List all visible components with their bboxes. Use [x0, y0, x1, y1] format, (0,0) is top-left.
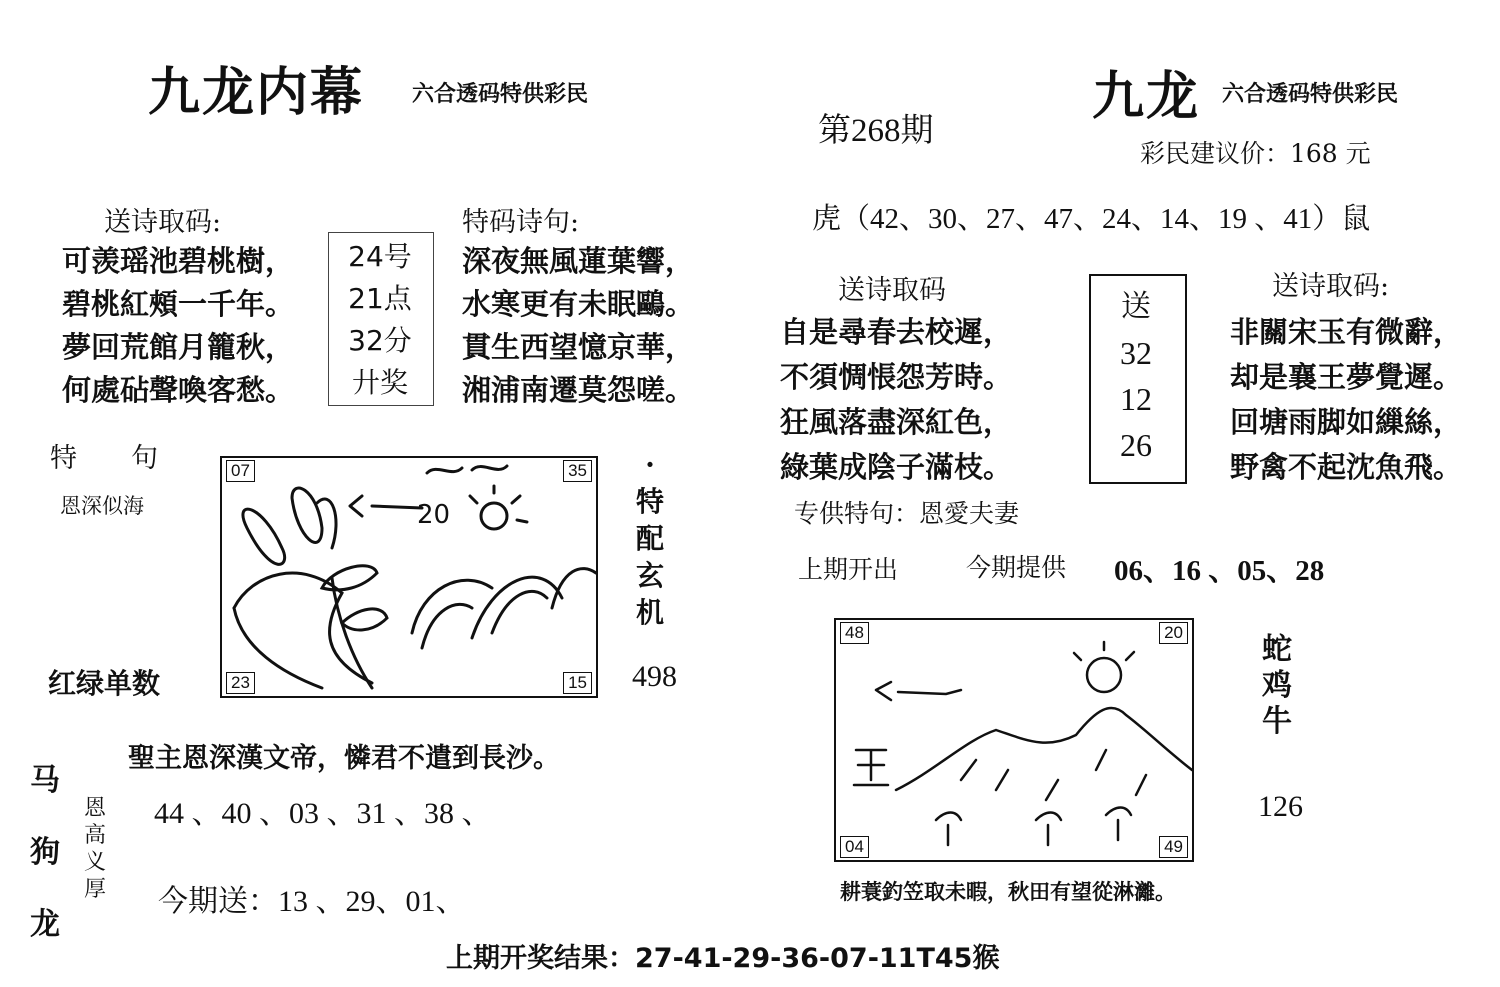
issue-number: 第268期 [818, 113, 934, 149]
small-char: 义 [84, 850, 107, 875]
tiger-rat-line: 虎（42、30、27、47、24、14、19 、41）鼠 [812, 203, 1371, 235]
hint-box-text [330, 236, 430, 404]
left-title: 九龙内幕 [148, 62, 365, 123]
corner-br: 49 [1159, 836, 1188, 858]
zodiac-char: 蛇 [1262, 632, 1292, 667]
poem-line: 可羡瑶池碧桃樹， [62, 244, 295, 278]
corner-tl: 48 [840, 622, 869, 644]
right-poem1-heading: 送诗取码 [838, 275, 946, 306]
hint-line: 廾奖 [351, 366, 408, 399]
left-poem-line: 聖主恩深漢文帝，憐君不遣到長沙。 [128, 743, 560, 774]
last-result: 上期开奖结果：27-41-29-36-07-11T45猴 [446, 943, 1000, 974]
last-issue-label: 上期开出 [798, 555, 899, 584]
vertical-char: 特 [636, 485, 665, 518]
poem-line: 何處砧聲喚客愁。 [62, 373, 295, 407]
zodiac-char: 鸡 [1262, 668, 1292, 703]
number-498: 498 [632, 660, 677, 693]
left-picture-frame [220, 456, 598, 698]
poem-line: 湘浦南遷莫怨嗟。 [462, 373, 695, 407]
special-vertical [636, 446, 664, 631]
send-box-text [1091, 284, 1181, 468]
right-picture-frame [834, 618, 1194, 862]
poem-line: 却是襄王夢覺遲。 [1230, 360, 1463, 394]
corner-tl: 07 [226, 460, 255, 482]
vertical-char: 机 [636, 596, 665, 629]
zodiac-char: 牛 [1262, 704, 1292, 739]
number-126: 126 [1258, 790, 1303, 823]
right-zodiac-vertical [1262, 632, 1292, 740]
small-char: 厚 [84, 877, 107, 902]
poem-line: 夢回荒館月籠秋， [62, 330, 295, 364]
red-green-label: 红绿单数 [48, 667, 161, 700]
hint-line: 21点 [348, 282, 412, 315]
corner-tr: 20 [1159, 622, 1188, 644]
small-char: 高 [84, 823, 107, 848]
right-special-phrase: 专供特句：恩愛夫妻 [794, 499, 1020, 528]
poem-line: 綠葉成陰子滿枝。 [780, 450, 1013, 484]
right-title: 九龙 [1092, 66, 1201, 127]
price: 彩民建议价：168 元 [1140, 139, 1371, 168]
left-zodiac-vertical [30, 745, 60, 961]
zodiac-char: 龙 [30, 907, 60, 942]
right-poem1 [780, 310, 1012, 490]
right-bottom-poem: 耕蓑釣笠取未暇，秋田有望從淋灕。 [840, 879, 1176, 904]
zodiac-char: 狗 [30, 835, 60, 870]
send-number: 26 [1120, 427, 1152, 463]
vertical-char: 配 [636, 522, 665, 555]
left-poem2 [462, 240, 694, 412]
hint-line: 32分 [348, 324, 412, 357]
right-subtitle: 六合透码特供彩民 [1222, 81, 1399, 107]
zodiac-char: 马 [30, 763, 60, 798]
corner-bl: 04 [840, 836, 869, 858]
poem-line: 回塘雨脚如繅絲， [1230, 405, 1463, 439]
vertical-char: 玄 [636, 559, 665, 592]
poem-line: 自是尋春去校遲， [780, 315, 1013, 349]
small-vertical [84, 795, 106, 903]
left-subtitle: 六合透码特供彩民 [412, 81, 589, 107]
corner-br: 15 [563, 672, 592, 694]
poem-line: 狂風落盡深紅色， [780, 405, 1013, 439]
special-label: 特 句 [50, 443, 158, 474]
send-number: 32 [1120, 335, 1152, 371]
provide-numbers: 06、16 、05、28 [1114, 555, 1325, 587]
poem-line: 水寒更有未眠鷗。 [462, 287, 695, 321]
poem-line: 野禽不起沈魚飛。 [1230, 450, 1463, 484]
left-today-send: 今期送：13 、29、01、 [158, 885, 466, 918]
left-poem1 [62, 240, 294, 412]
poem-line: 貫生西望憶京華， [462, 330, 695, 364]
poem-line: 非關宋玉有微辭， [1230, 315, 1463, 349]
hand-drawn-illustration [222, 458, 596, 696]
special-phrase: 恩深似海 [60, 494, 144, 518]
poem-line: 深夜無風蓮葉響， [462, 244, 695, 278]
left-poem1-heading: 送诗取码: [104, 207, 222, 238]
right-poem2 [1230, 310, 1462, 490]
small-char: 恩 [84, 796, 107, 821]
hand-drawn-landscape [836, 620, 1192, 860]
poem-line: 不須惆悵怨芳時。 [780, 360, 1013, 394]
vertical-char: · [645, 448, 655, 481]
left-poem2-heading: 特码诗句: [462, 207, 580, 238]
send-label: 送 [1121, 289, 1151, 324]
poem-line: 碧桃紅頰一千年。 [62, 287, 295, 321]
hint-line: 24号 [348, 240, 412, 273]
send-number: 12 [1120, 381, 1152, 417]
right-poem2-heading: 送诗取码: [1272, 271, 1390, 302]
corner-bl: 23 [226, 672, 255, 694]
sketch-number: 20 [417, 500, 451, 530]
left-numbers-row: 44 、40 、03 、31 、38 、 [154, 797, 492, 830]
corner-tr: 35 [563, 460, 592, 482]
provide-label: 今期提供 [966, 553, 1067, 582]
